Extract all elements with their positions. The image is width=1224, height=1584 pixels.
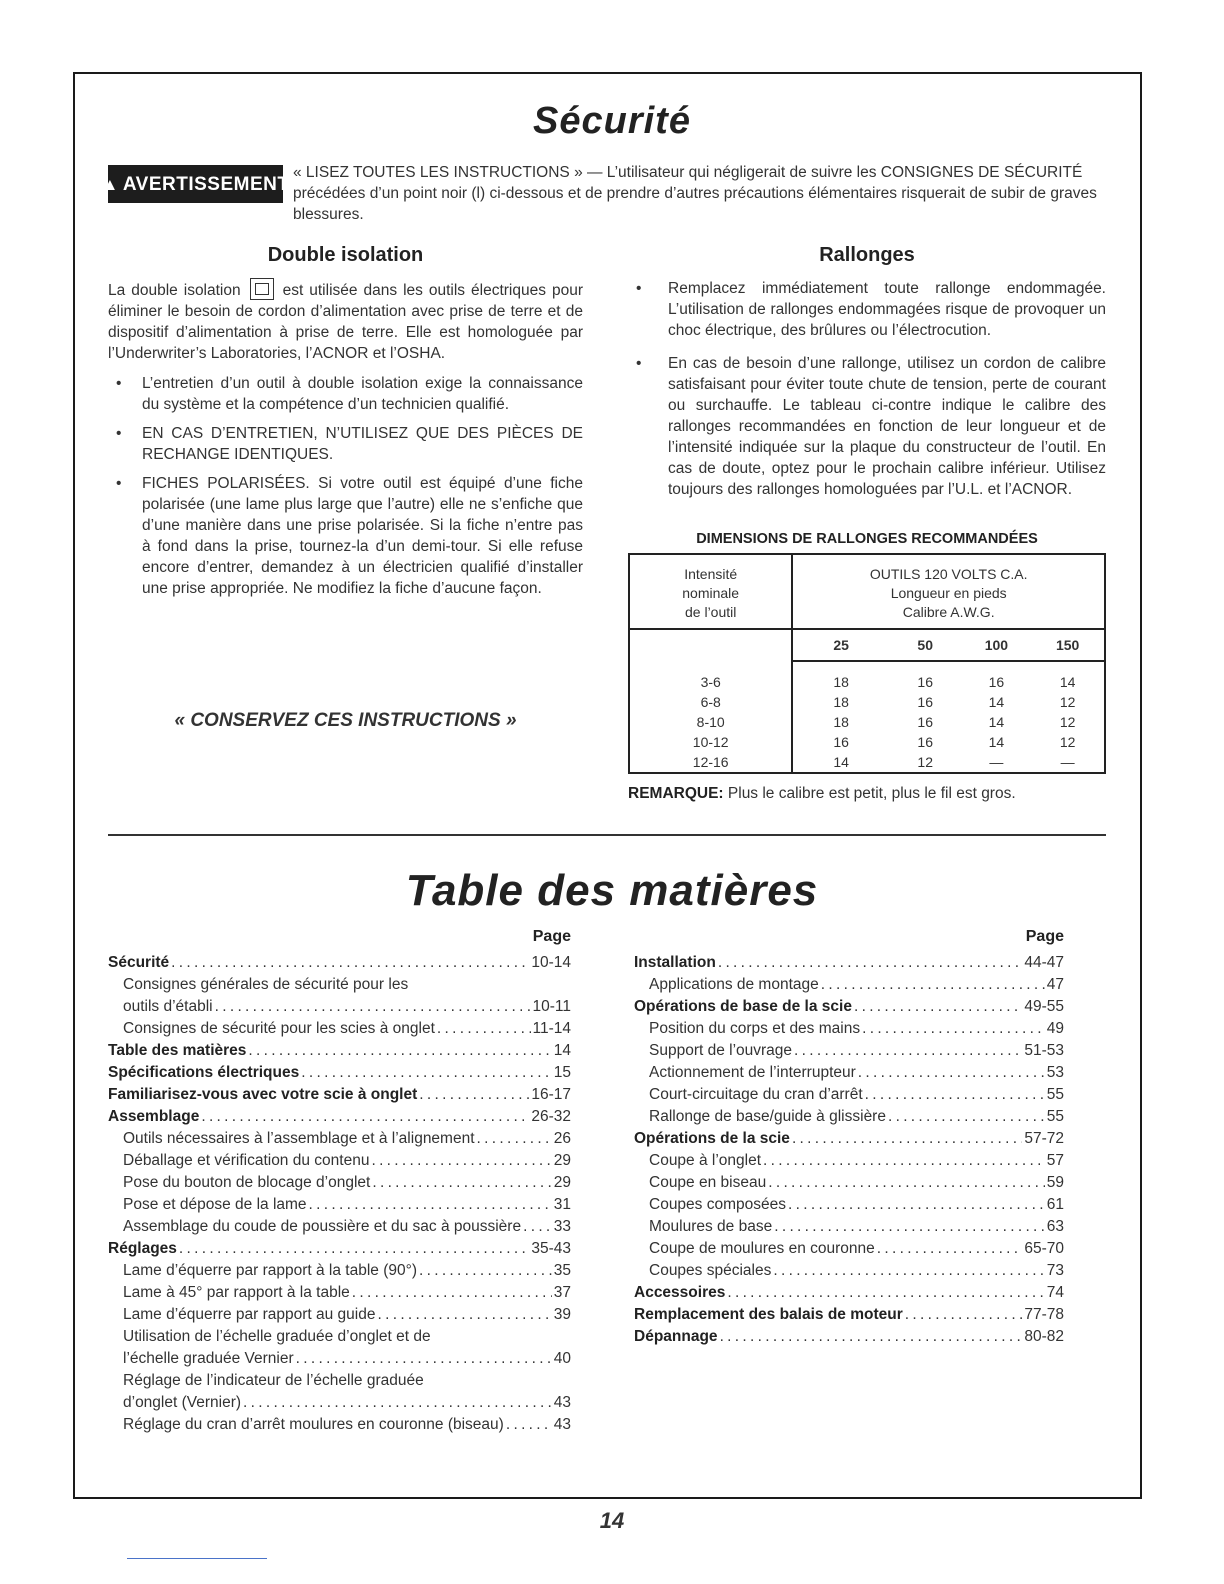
toc-entry-label: Déballage et vérification du contenu (123, 1152, 370, 1169)
length-header-row: 25 50 100 150 (629, 629, 1105, 661)
toc-entry (634, 1282, 1064, 1304)
toc-entry-page: 57 (1046, 1152, 1064, 1169)
toc-leader-dots (419, 1084, 529, 1106)
toc-leader-dots (720, 1326, 1023, 1348)
list-item: • EN CAS D’ENTRETIEN, N’UTILISEZ QUE DES PIÈCES DE RECHANGE IDENTIQUES. (108, 423, 583, 465)
toc-leader-dots (858, 1062, 1045, 1084)
toc-entry (634, 1194, 1064, 1216)
toc-leader-dots (905, 1304, 1023, 1326)
toc-entry (108, 1260, 571, 1282)
toc-leader-dots (419, 1260, 552, 1282)
toc-entry-page: 74 (1046, 1284, 1064, 1301)
rallonges-list (628, 278, 1106, 500)
toc-entry (108, 1194, 571, 1216)
toc-entry-label: Table des matières (108, 1042, 247, 1059)
toc-entry (634, 1040, 1064, 1062)
toc-entry-label: d’onglet (Vernier) (123, 1394, 242, 1411)
toc-leader-dots (477, 1128, 552, 1150)
toc-entry (634, 1326, 1064, 1348)
toc-entry (108, 1172, 571, 1194)
toc-leader-dots (243, 1392, 552, 1414)
toc-entry (634, 1062, 1064, 1084)
extension-cord-table (628, 553, 1106, 774)
page-number: 14 (599, 1508, 625, 1533)
toc-entry-page: 53 (1046, 1064, 1064, 1081)
toc-entry-page: 29 (553, 1174, 571, 1191)
toc-leader-dots (437, 1018, 531, 1040)
toc-leader-dots (865, 1084, 1045, 1106)
toc-entry (108, 1128, 571, 1150)
toc-entry-page: 31 (553, 1196, 571, 1213)
toc-entry-page: 63 (1046, 1218, 1064, 1235)
toc-leader-dots (179, 1238, 529, 1260)
toc-title: Table des matières (405, 866, 819, 915)
toc-entry-page: 44-47 (1024, 954, 1064, 971)
list-item: • L’entretien d’un outil à double isolation exige la connaissance du système et la compétence d’un technicien qualifié. (108, 373, 583, 415)
double-isolation-intro: La double isolation est utilisée dans les outils électriques pour éliminer le besoin de cordon d’alimentation avec prise de terre et de dispositif d’alimentation à prise de terre. Elle est homologuée par l’Underwriter’s Laboratories, l’ACNOR et l’OSHA. (108, 278, 583, 364)
toc-right-column (634, 926, 1064, 1348)
toc-entry-page: 16-17 (531, 1086, 571, 1103)
toc-entry-label: Assemblage du coude de poussière et du sac à poussière (123, 1218, 522, 1235)
toc-leader-dots (171, 952, 529, 974)
toc-entry-page: 33 (553, 1218, 571, 1235)
toc-entry (634, 1304, 1064, 1326)
toc-entry-page: 35-43 (531, 1240, 571, 1257)
toc-entry (108, 1414, 571, 1436)
toc-leader-dots (523, 1216, 552, 1238)
table-row: 10-12 16 16 14 12 (629, 732, 1105, 752)
toc-leader-dots (727, 1282, 1044, 1304)
double-isolation-section (108, 245, 583, 607)
toc-entry-label: Opérations de la scie (634, 1130, 790, 1147)
toc-leader-dots (773, 1260, 1044, 1282)
toc-right-list (634, 952, 1064, 1348)
toc-entry-page: 11-14 (532, 1020, 571, 1037)
toc-leader-dots (506, 1414, 552, 1436)
toc-entry-label: Réglage du cran d’arrêt moulures en couronne (biseau) (123, 1416, 504, 1433)
table-row: 8-10 18 16 14 12 (629, 712, 1105, 732)
toc-entry-label: Rallonge de base/guide à glissière (649, 1108, 886, 1125)
toc-entry-page: 59 (1046, 1174, 1064, 1191)
remarque-note: REMARQUE: Plus le calibre est petit, plus le fil est gros. (628, 785, 1016, 802)
toc-entry-label: Position du corps et des mains (649, 1020, 861, 1037)
toc-entry-page: 51-53 (1024, 1042, 1064, 1059)
toc-entry (634, 1172, 1064, 1194)
table-row: 12-16 14 12 — — (629, 752, 1105, 773)
toc-entry-label: l’échelle graduée Vernier (123, 1350, 294, 1367)
toc-left-list (108, 952, 571, 1436)
toc-entry-label: Court-circuitage du cran d’arrêt (649, 1086, 863, 1103)
toc-leader-dots (215, 996, 531, 1018)
toc-entry-page: 80-82 (1024, 1328, 1064, 1345)
toc-entry-page: 61 (1046, 1196, 1064, 1213)
toc-entry (634, 996, 1064, 1018)
toc-entry-page: 49 (1046, 1020, 1064, 1037)
warning-triangle-icon: ▲ (101, 174, 119, 194)
toc-entry-label: Installation (634, 954, 716, 971)
toc-entry-label: Outils nécessaires à l’assemblage et à l’alignement (123, 1130, 475, 1147)
warning-paragraph (101, 162, 1106, 225)
toc-entry (634, 1238, 1064, 1260)
toc-entry (634, 1150, 1064, 1172)
list-item: • Remplacez immédiatement toute rallonge endommagée. L’utilisation de rallonges endommagées risque de provoquer un choc électrique, des brûlures ou l’électrocution. (628, 278, 1106, 341)
toc-entry (634, 1018, 1064, 1040)
toc-leader-dots (309, 1194, 552, 1216)
amps-header: Intensité nominale de l’outil (629, 554, 792, 629)
toc-entry (634, 1128, 1064, 1150)
toc-leader-dots (877, 1238, 1023, 1260)
toc-entry (108, 1062, 571, 1084)
toc-entry-page: 43 (553, 1394, 571, 1411)
toc-entry (108, 952, 571, 974)
toc-entry: Utilisation de l’échelle graduée d’onglet et de (123, 1328, 431, 1345)
list-item: • FICHES POLARISÉES. Si votre outil est équipé d’une fiche polarisée (une lame plus large que l’autre) elle ne s’enfiche que d’une manière dans une prise polarisée. Si la fiche n’entre pas à fond dans la prise, tournez-la d’un demi-tour. Si elle refuse encore d’entrer, demandez à un électricien qualifié d’installer une prise appropriée. Ne modifiez la fiche d’aucune façon. (108, 473, 583, 599)
table-row: 6-8 18 16 14 12 (629, 692, 1105, 712)
toc-leader-dots (372, 1172, 551, 1194)
toc-entry-label: Support de l’ouvrage (649, 1042, 793, 1059)
toc-entry-label: Remplacement des balais de moteur (634, 1306, 903, 1323)
toc-entry-page: 29 (553, 1152, 571, 1169)
toc-leader-dots (821, 974, 1045, 996)
toc-leader-dots (201, 1106, 529, 1128)
toc-entry-label: outils d’établi (123, 998, 213, 1015)
toc-entry-label: Consignes de sécurité pour les scies à onglet (123, 1020, 435, 1037)
toc-entry (634, 1084, 1064, 1106)
toc-leader-dots (888, 1106, 1045, 1128)
toc-entry-label: Pose du bouton de blocage d’onglet (123, 1174, 371, 1191)
toc-leader-dots (854, 996, 1022, 1018)
toc-entry-label: Réglages (108, 1240, 177, 1257)
toc-leader-dots (763, 1150, 1045, 1172)
rallonges-section (628, 245, 1106, 512)
toc-entry (108, 1084, 571, 1106)
toc-entry-label: Dépannage (634, 1328, 718, 1345)
toc-entry-label: Coupes composées (649, 1196, 786, 1213)
warning-text: « LISEZ TOUTES LES INSTRUCTIONS » — L’utilisateur qui négligerait de suivre les CONSIGNES DE SÉCURITÉ précédées d’un point noir (l) ci-dessous et de prendre d’autres précautions élémentaires risquerait de subir de graves blessures. (293, 164, 1097, 223)
toc-leader-dots (352, 1282, 552, 1304)
toc-entry-page: 55 (1046, 1108, 1064, 1125)
toc-entry (634, 1260, 1064, 1282)
double-isolation-heading: Double isolation (267, 244, 424, 266)
toc-entry-page: 73 (1046, 1262, 1064, 1279)
toc-entry (634, 952, 1064, 974)
toc-entry-page: 43 (553, 1416, 571, 1433)
tools-header: OUTILS 120 VOLTS C.A. Longueur en pieds Calibre A.W.G. (792, 554, 1105, 629)
toc-entry-label: Lame à 45° par rapport à la table (123, 1284, 350, 1301)
toc-entry (108, 1282, 571, 1304)
toc-entry (108, 1304, 571, 1326)
toc-entry-page: 10-14 (531, 954, 571, 971)
toc-leader-dots (301, 1062, 552, 1084)
toc-entry (108, 1150, 571, 1172)
toc-leader-dots (718, 952, 1023, 974)
toc-entry-page: 65-70 (1024, 1240, 1064, 1257)
toc-leader-dots (248, 1040, 551, 1062)
toc-entry (108, 1106, 571, 1128)
toc-left-column (108, 926, 571, 1436)
warning-badge: ▲ AVERTISSEMENT (108, 165, 283, 203)
toc-entry: Réglage de l’indicateur de l’échelle graduée (123, 1372, 424, 1389)
rallonges-heading: Rallonges (819, 244, 915, 266)
table-row: 3-6 18 16 16 14 (629, 661, 1105, 692)
toc-page-header: Page (1025, 928, 1064, 945)
toc-entry-label: Sécurité (108, 954, 170, 971)
toc-entry (108, 1348, 571, 1370)
toc-leader-dots (774, 1216, 1045, 1238)
toc-entry-label: Lame d’équerre par rapport au guide (123, 1306, 376, 1323)
toc-leader-dots (371, 1150, 551, 1172)
toc-entry-page: 14 (553, 1042, 571, 1059)
table-header-row (629, 554, 1105, 629)
toc-entry (634, 1106, 1064, 1128)
toc-entry-page: 35 (553, 1262, 571, 1279)
toc-entry-label: Moulures de base (649, 1218, 773, 1235)
toc-leader-dots (377, 1304, 551, 1326)
extension-table-title: DIMENSIONS DE RALLONGES RECOMMANDÉES (696, 531, 1038, 547)
conserve-instructions: « CONSERVEZ CES INSTRUCTIONS » (174, 710, 517, 731)
toc-leader-dots (794, 1040, 1022, 1062)
section-divider (108, 834, 1106, 836)
toc-entry (108, 996, 571, 1018)
list-item: • En cas de besoin d’une rallonge, utilisez un cordon de calibre satisfaisant pour éviter toute chute de tension, perte de courant ou surchauffe. Le tableau ci-contre indique le calibre des rallonges recommandées en fonction de leur longueur et de l’intensité indiquée sur la plaque du constructeur de l’outil. En cas de doute, optez pour le prochain calibre inférieur. Utilisez toujours des rallonges homologuées par l’U.L. et l’ACNOR. (628, 353, 1106, 500)
toc-entry (108, 1018, 571, 1040)
toc-entry (634, 974, 1064, 996)
securite-title: Sécurité (533, 100, 691, 142)
blue-underline (127, 1558, 267, 1559)
toc-entry-page: 26-32 (531, 1108, 571, 1125)
toc-entry-label: Coupe à l’onglet (649, 1152, 762, 1169)
toc-entry-label: Coupe en biseau (649, 1174, 767, 1191)
toc-entry-label: Familiarisez-vous avec votre scie à onglet (108, 1086, 418, 1103)
toc-entry-page: 77-78 (1024, 1306, 1064, 1323)
toc-entry (634, 1216, 1064, 1238)
toc-page-header: Page (532, 928, 571, 945)
toc-entry-page: 49-55 (1024, 998, 1064, 1015)
toc-leader-dots (768, 1172, 1045, 1194)
toc-entry-page: 40 (553, 1350, 571, 1367)
toc-entry-page: 39 (553, 1306, 571, 1323)
toc-entry-page: 15 (553, 1064, 571, 1081)
toc-entry-label: Pose et dépose de la lame (123, 1196, 307, 1213)
toc-entry (108, 1216, 571, 1238)
toc-entry-label: Opérations de base de la scie (634, 998, 852, 1015)
toc-entry-label: Accessoires (634, 1284, 726, 1301)
toc-entry (108, 1040, 571, 1062)
toc-entry: Consignes générales de sécurité pour les (123, 976, 409, 993)
toc-entry (108, 1392, 571, 1414)
toc-entry-label: Coupe de moulures en couronne (649, 1240, 875, 1257)
double-isolation-list (108, 373, 583, 599)
toc-entry-page: 26 (553, 1130, 571, 1147)
toc-leader-dots (788, 1194, 1045, 1216)
double-insulation-icon (250, 278, 274, 300)
toc-entry (108, 1238, 571, 1260)
toc-entry-label: Coupes spéciales (649, 1262, 772, 1279)
toc-entry-label: Spécifications électriques (108, 1064, 300, 1081)
toc-entry-label: Applications de montage (649, 976, 819, 993)
toc-leader-dots (296, 1348, 552, 1370)
toc-entry-page: 47 (1046, 976, 1064, 993)
toc-entry-page: 57-72 (1024, 1130, 1064, 1147)
toc-entry-label: Lame d’équerre par rapport à la table (90°) (123, 1262, 417, 1279)
toc-entry-label: Actionnement de l’interrupteur (649, 1064, 856, 1081)
toc-entry-page: 55 (1046, 1086, 1064, 1103)
toc-entry-label: Assemblage (108, 1108, 200, 1125)
toc-leader-dots (862, 1018, 1045, 1040)
toc-entry-page: 37 (553, 1284, 571, 1301)
toc-entry-page: 10-11 (532, 998, 571, 1015)
toc-leader-dots (792, 1128, 1022, 1150)
